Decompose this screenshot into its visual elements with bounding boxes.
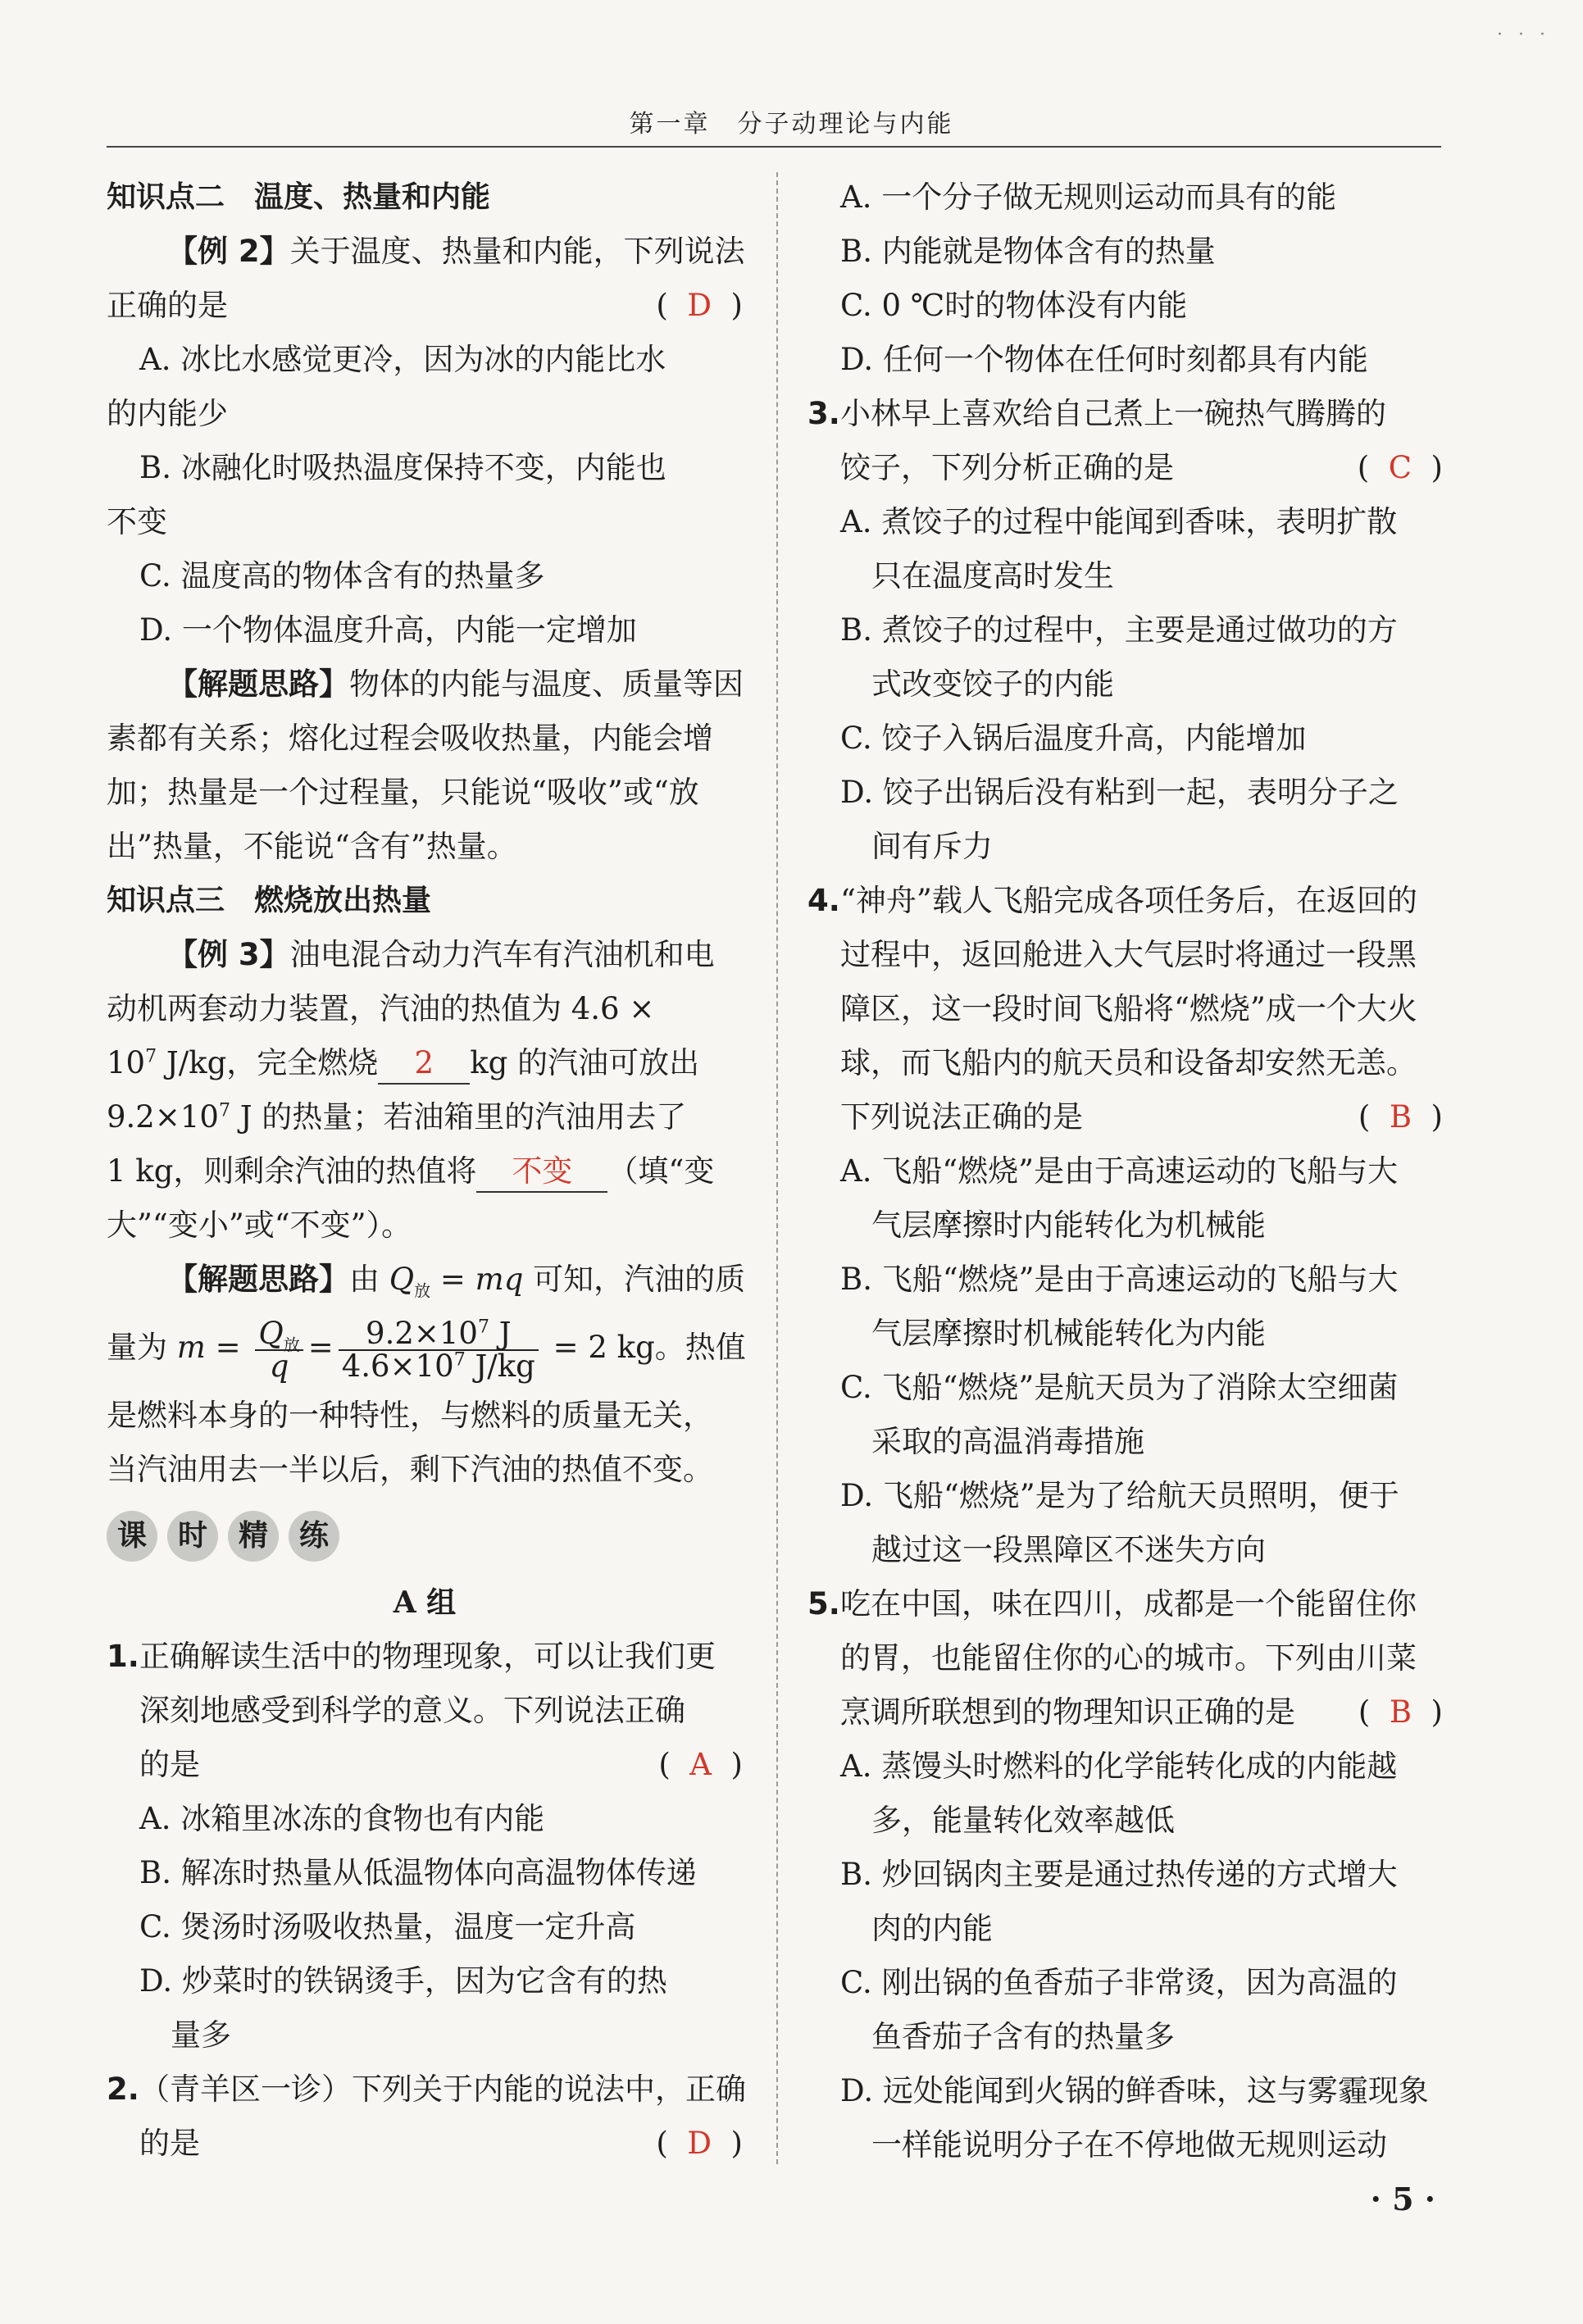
- option-a: A. 冰箱里冰冻的食物也有内能: [139, 1801, 545, 1836]
- left-column: 知识点二 温度、热量和内能 【例 2】关于温度、热量和内能，下列说法 正确的是 ( D ) A. 冰比水感觉更冷，因为冰的内能比水 的内能少 B. 冰融化时吸热温度保持不变，内能也 不变 C. 温度高的物体含有的热量多 D. 一个物体温度升高，内能一定增加 【解题思路】物体的内能与温度、质量等因 素都有关系；熔化过程会吸收热量，内能会增 加；热量是一个过程量，只能说“吸收”或“放 出”热量，不能说“含有”热量。 知识点三 燃烧放出热量 【例 3】油电混合动力汽车有汽油机和电 动机两套动力装置，汽油的热值为 4.6 × $10^7$ J/kg，完全燃烧 2 kg 的汽油可放出 $9.2\times 10^7$ J 的热量；若油箱里的汽油用去了 1 kg，则剩余汽油的热值将 不变 （填“变 大”“变小”或“不变”）。 【解题思路】由 $Q_放$ = mq 可知，汽油的质 量为 m = $\frac{Q_放}{q}$ = $\frac{9.2\times 10^7 J}{4.6\times 10^7 J/kg}$ = 2 kg。热值 是燃料本身的一种特性，与燃料的质量无关， 当汽油用去一半以后，剩下汽油的热值不变。 课 时 精 练 A 组 1.正确解读生活中的物理现象，可以让我们更 深刻地感受到科学的意义。下列说法正确 的是 ( A ) A. 冰箱里冰冻的食物也有内能 B. 解冻时热量从低温物体向高温物体传递 C. 煲汤时汤吸收热量，温度一定升高 D. 炒菜时的铁锅烫手，因为它含有的热 量多 2.（青羊区一诊）下列关于内能的说法中，正确 的是 ( D ): [107, 171, 743, 2171]
- option-b: B. 飞船“燃烧”是由于高速运动的飞船与大: [840, 1262, 1399, 1297]
- fraction-q-over-q: $\frac{Q_放}{q}$: [255, 1318, 302, 1382]
- option-d: D. 远处能闻到火锅的鲜香味，这与雾霾现象: [840, 2073, 1429, 2108]
- section-heading-2: 知识点二 温度、热量和内能: [107, 180, 491, 214]
- answer-bracket: ( D ): [656, 2126, 743, 2161]
- option-a: A. 蒸馒头时燃料的化学能转化成的内能越: [840, 1749, 1398, 1784]
- chapter-header: 第一章 分子动理论与内能: [629, 110, 954, 139]
- fill-blank-mass: 2: [378, 1044, 470, 1085]
- answer-bracket: ( C ): [1357, 450, 1443, 485]
- option-c: C. 煲汤时汤吸收热量，温度一定升高: [139, 1909, 636, 1944]
- answer-letter: D: [687, 288, 712, 323]
- option-a: A. 冰比水感觉更冷，因为冰的内能比水: [139, 342, 666, 377]
- section-heading-3: 知识点三 燃烧放出热量: [107, 884, 432, 917]
- question-5: 5.吃在中国，味在四川，成都是一个能留住你: [807, 1586, 1417, 1621]
- question-4: 4.“神舟”载人飞船完成各项任务后，在返回的: [807, 883, 1417, 918]
- option-a: A. 一个分子做无规则运动而具有的能: [840, 180, 1337, 215]
- option-d: D. 饺子出锅后没有粘到一起，表明分子之: [840, 775, 1399, 810]
- option-c: C. 饺子入锅后温度升高，内能增加: [840, 721, 1307, 756]
- option-a: A. 煮饺子的过程中能闻到香味，表明扩散: [840, 504, 1398, 539]
- right-column: A. 一个分子做无规则运动而具有的能 B. 内能就是物体含有的热量 C. 0 ℃时的物体没有内能 D. 任何一个物体在任何时刻都具有内能 3.小林早上喜欢给自己煮上一碗热气腾腾的 饺子，下列分析正确的是 ( C ) A. 煮饺子的过程中能闻到香味，表明扩散 只在温度高时发生 B. 煮饺子的过程中，主要是通过做功的方 式改变饺子的内能 C. 饺子入锅后温度升高，内能增加 D. 饺子出锅后没有粘到一起，表明分子之 间有斥力 4.“神舟”载人飞船完成各项任务后，在返回的 过程中，返回舱进入大气层时将通过一段黑 障区，这一段时间飞船将“燃烧”成一个大火 球，而飞船内的航天员和设备却安然无恙。 下列说法正确的是 ( B ) A. 飞船“燃烧”是由于高速运动的飞船与大 气层摩擦时内能转化为机械能 B. 飞船“燃烧”是由于高速运动的飞船与大 气层摩擦时机械能转化为内能 C. 飞船“燃烧”是航天员为了消除太空细菌 采取的高温消毒措施 D. 飞船“燃烧”是为了给航天员照明，便于 越过这一段黑障区不迷失方向 5.吃在中国，味在四川，成都是一个能留住你 的胃，也能留住你的心的城市。下列由川菜 烹调所联想到的物理知识正确的是 ( B ) A. 蒸馒头时燃料的化学能转化成的内能越 多，能量转化效率越低 B. 炒回锅肉主要是通过热传递的方式增大 肉的内能 C. 刚出锅的鱼香茄子非常烫，因为高温的 鱼香茄子含有的热量多 D. 远处能闻到火锅的鲜香味，这与雾霾现象 一样能说明分子在不停地做无规则运动: [807, 171, 1443, 2172]
- header-rule: [107, 146, 1441, 148]
- answer-bracket: ( B ): [1358, 1694, 1443, 1730]
- column-divider: [776, 172, 778, 2164]
- question-1: 1.正确解读生活中的物理现象，可以让我们更: [107, 1639, 716, 1674]
- answer-bracket: ( B ): [1358, 1099, 1443, 1135]
- example-2-stem: 【例 2】关于温度、热量和内能，下列说法: [167, 234, 745, 269]
- option-b: B. 内能就是物体含有的热量: [840, 234, 1216, 269]
- group-label: A 组: [393, 1585, 457, 1620]
- option-d: D. 飞船“燃烧”是为了给航天员照明，便于: [840, 1478, 1399, 1513]
- option-d: D. 炒菜时的铁锅烫手，因为它含有的热: [139, 1963, 667, 1999]
- option-b: B. 煮饺子的过程中，主要是通过做功的方: [840, 612, 1398, 648]
- question-3: 3.小林早上喜欢给自己煮上一碗热气腾腾的: [807, 396, 1386, 431]
- formula-line: 量为 m = $\frac{Q_放}{q}$ = $\frac{9.2\times 10^7 J}{4.6\times 10^7 J/kg}$ = 2 kg。热值: [107, 1315, 746, 1384]
- answer-bracket: ( A ): [658, 1747, 743, 1782]
- option-a: A. 飞船“燃烧”是由于高速运动的飞船与大: [840, 1153, 1399, 1189]
- practice-banner: 课 时 精 练: [107, 1497, 743, 1576]
- question-2: 2.（青羊区一诊）下列关于内能的说法中，正确: [107, 2072, 746, 2107]
- option-d: D. 任何一个物体在任何时刻都具有内能: [840, 342, 1368, 377]
- answer-bracket: ( D ): [656, 288, 743, 323]
- example-3-stem: 【例 3】油电混合动力汽车有汽油机和电: [167, 937, 715, 972]
- fraction-values: $\frac{9.2\times 10^7 J}{4.6\times 10^7 J/kg}$: [339, 1318, 539, 1382]
- solution-thinking: 【解题思路】物体的内能与温度、质量等因: [167, 666, 744, 702]
- option-b: B. 解冻时热量从低温物体向高温物体传递: [139, 1855, 697, 1890]
- scan-artifact: · · ·: [1497, 25, 1550, 45]
- option-c: C. 温度高的物体含有的热量多: [139, 558, 545, 594]
- option-c: C. 刚出锅的鱼香茄子非常烫，因为高温的: [840, 1965, 1398, 2000]
- option-c: C. 飞船“燃烧”是航天员为了消除太空细菌: [840, 1370, 1399, 1405]
- page-number: · 5 ·: [1370, 2181, 1435, 2217]
- fill-blank-heat-value: 不变: [476, 1152, 607, 1193]
- solution-thinking-3: 【解题思路】由 $Q_放$ = mq 可知，汽油的质: [167, 1262, 746, 1301]
- option-d: D. 一个物体温度升高，内能一定增加: [139, 612, 637, 648]
- option-b: B. 冰融化时吸热温度保持不变，内能也: [139, 450, 666, 485]
- option-b: B. 炒回锅肉主要是通过热传递的方式增大: [840, 1857, 1398, 1892]
- option-c: C. 0 ℃时的物体没有内能: [840, 288, 1188, 323]
